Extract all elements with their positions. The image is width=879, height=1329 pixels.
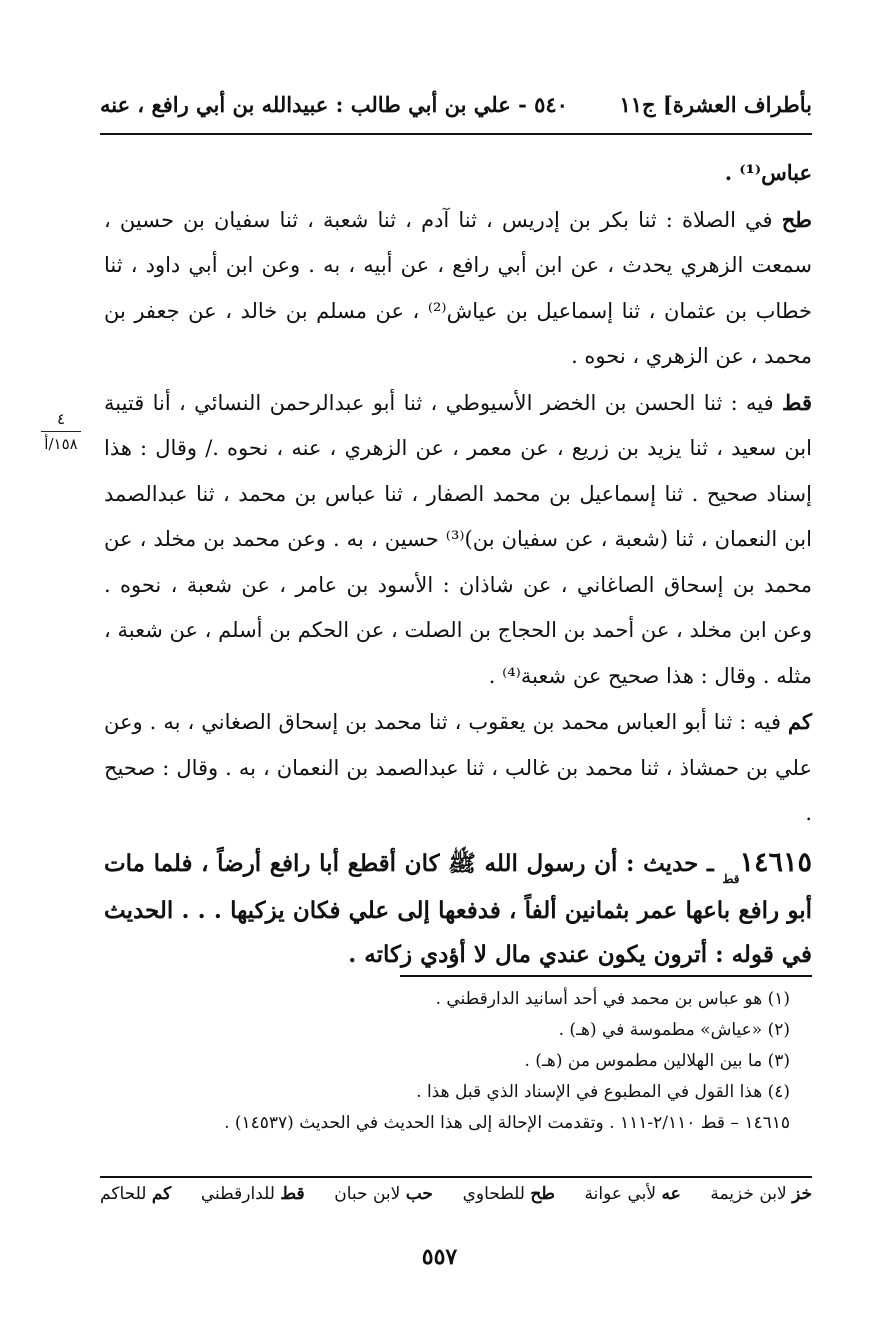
abbreviations-rule (100, 1176, 812, 1178)
hadith-source-code: قط (722, 871, 740, 886)
paragraph-daraqutni-text: فيه : ثنا الحسن بن الخضر الأسيوطي ، ثنا أبو عبدالرحمن النسائي ، أنا قتيبة ابن سعيد ، ثنا يزيد بن زريع ، عن معمر ، عن الزهري ، عنه ، نحوه ./ وقال : هذا إسناد صحيح . ثنا إسماعيل بن محمد الصفار ، ثنا عباس بن محمد ، ثنا عبدالصمد ابن النعمان ، ثنا (شعبة ، عن سفيان بن)⁽³⁾ حسين ، به . وعن محمد بن مخلد ، عن محمد بن إسحاق الصاغاني ، عن شاذان : الأسود بن عامر ، عن شعبة ، نحوه . وعن ابن مخلد ، عن أحمد بن الحجاج بن الصلت ، عن الحكم بن أسلم ، عن شعبة ، مثله . وقال : هذا صحيح عن شعبة⁽⁴⁾ . (104, 390, 812, 688)
abbr-item (585, 1184, 681, 1204)
footnote-1: (١) هو عباس بن محمد في أحد أسانيد الدارقطني . (435, 989, 790, 1009)
abbr-code: خز (792, 1184, 812, 1204)
paragraph-hakim (104, 699, 812, 837)
footnote-4: (٤) هذا القول في المطبوع في الإسناد الذي قبل هذا . (416, 1082, 790, 1102)
abbr-code: كم (151, 1184, 172, 1204)
footnote-3: (٣) ما بين الهلالين مطموس من (هـ) . (524, 1051, 790, 1071)
footnote-2: (٢) «عياش» مطموسة في (هـ) . (558, 1020, 790, 1040)
footnotes (130, 984, 790, 1139)
source-code-km: كم (788, 709, 812, 734)
page-number: ٥٥٧ (421, 1244, 458, 1270)
paragraph-tahawi-text: في الصلاة : ثنا بكر بن إدريس ، ثنا آدم ، ثنا شعبة ، ثنا سفيان بن حسين ، سمعت الزهري يحدث ، عن ابن أبي رافع ، عن أبيه ، به . وعن ابن أبي داود ، ثنا خطاب بن عثمان ، ثنا إسماعيل بن عياش⁽²⁾ ، عن مسلم بن خالد ، عن جعفر بن محمد ، عن الزهري ، نحوه . (104, 207, 812, 368)
footnote-rule (400, 975, 812, 977)
margin-manuscript-note (36, 410, 86, 453)
abbr-item (334, 1184, 433, 1204)
header-rule (100, 133, 812, 135)
footnote-source: ١٤٦١٥ – قط ٢/١١٠-١١١ . وتقدمت الإحالة إلى هذا الحديث في الحديث (١٤٥٣٧) . (224, 1113, 790, 1133)
hadith-entry (104, 841, 812, 977)
abbr-item (100, 1184, 171, 1204)
running-header (100, 84, 812, 124)
abbr-item (463, 1184, 555, 1204)
abbr-text: للطحاوي (462, 1184, 525, 1204)
header-volume: بأطراف العشرة] ج١١ (619, 91, 812, 117)
paragraph-hakim-text: فيه : ثنا أبو العباس محمد بن يعقوب ، ثنا محمد بن إسحاق الصغاني ، به . وعن علي بن حمشاذ ، ثنا محمد بن غالب ، ثنا عبدالصمد بن النعمان ، به . وقال : صحيح . (104, 710, 812, 825)
paragraph-daraqutni (104, 380, 812, 700)
paragraph-tahawi (104, 197, 812, 380)
hadith-text: ـ حديث : أن رسول الله ﷺ كان أقطع أبا رافع أرضاً ، فلما مات أبو رافع باعها عمر بثمانين ألفاً ، فدفعها إلى علي فكان يزكيها . . . الحديث في قوله : أترون يكون عندي مال لا أؤدي زكاته . (104, 849, 812, 968)
abbr-code: طح (530, 1184, 555, 1204)
abbr-code: عه (661, 1184, 681, 1204)
abbr-text: للدارقطني (200, 1184, 275, 1204)
abbr-code: حب (405, 1184, 433, 1204)
margin-note-bottom: ١٥٨/أ (44, 435, 78, 453)
source-code-qt: قط (782, 389, 812, 415)
header-chapter-title: ٥٤٠ - علي بن أبي طالب : عبيدالله بن أبي رافع ، عنه (100, 91, 568, 117)
margin-note-divider (41, 431, 81, 432)
hadith-number: ١٤٦١٥ (739, 846, 812, 878)
source-code-tah: طح (781, 206, 812, 232)
abbr-item (710, 1184, 812, 1204)
paragraph-0-text: عباس⁽¹⁾ . (724, 160, 812, 185)
paragraph-0 (104, 150, 812, 197)
main-text (104, 150, 812, 977)
abbr-item (201, 1184, 305, 1204)
abbr-text: لابن خزيمة (710, 1184, 787, 1204)
margin-note-top: ٤ (56, 410, 66, 428)
abbreviations-key (100, 1184, 812, 1204)
abbr-text: لابن حبان (334, 1184, 401, 1204)
abbr-text: لأبي عوانة (584, 1184, 657, 1204)
abbr-text: للحاكم (100, 1184, 147, 1204)
abbr-code: قط (280, 1184, 305, 1204)
